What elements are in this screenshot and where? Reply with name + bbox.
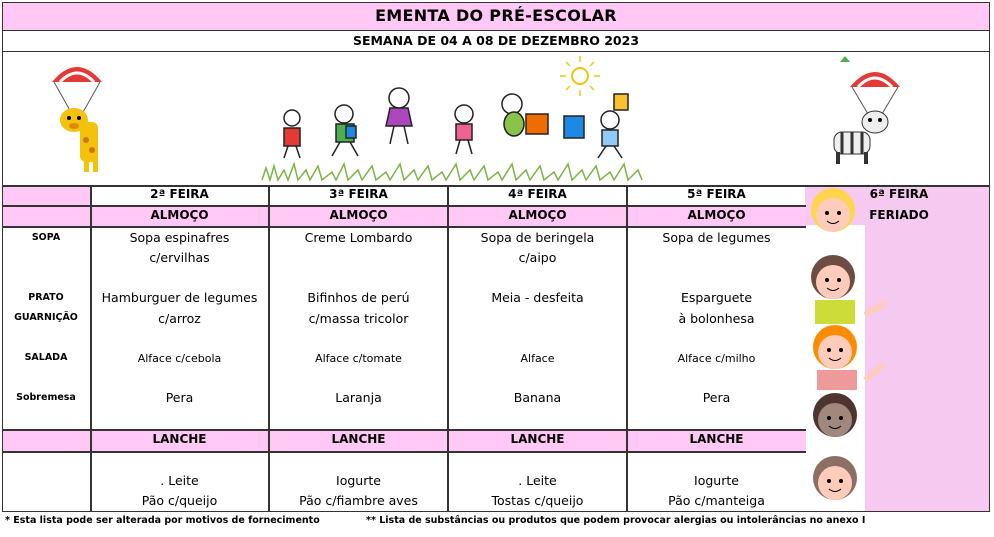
day-header-monday: 2ª FEIRA: [150, 187, 209, 201]
monday-sopa-line2: c/ervilhas: [149, 250, 210, 265]
wednesday-lanche-line2: Tostas c/queijo: [491, 493, 584, 508]
row-label-guarnicao: GUARNIÇÃO: [14, 312, 78, 323]
meal-header-tuesday: ALMOÇO: [329, 208, 388, 222]
wednesday-sobremesa: Banana: [513, 390, 562, 405]
thursday-prato-line1: Esparguete: [680, 290, 753, 305]
menu-title: EMENTA DO PRÉ-ESCOLAR: [2, 2, 990, 31]
thursday-salada: Alface c/milho: [677, 352, 756, 365]
meal-header-wednesday: ALMOÇO: [508, 208, 567, 222]
footnote-allergens: ** Lista de substâncias ou produtos que podem provocar alergias ou intolerâncias no anexo I: [366, 515, 866, 526]
wednesday-prato-line1: Meia - desfeita: [491, 290, 584, 305]
row-label-salada: SALADA: [24, 352, 68, 363]
monday-prato-line2: c/arroz: [158, 311, 201, 326]
day-header-thursday: 5ª FEIRA: [687, 187, 746, 201]
monday-prato-line1: Hamburguer de legumes: [101, 290, 258, 305]
wednesday-salada: Alface: [520, 352, 555, 365]
thursday-lanche-line2: Pão c/manteiga: [668, 493, 765, 508]
wednesday-sopa-line1: Sopa de beringela: [480, 230, 595, 245]
table-frame: [2, 2, 990, 512]
monday-lanche-line1: . Leite: [160, 473, 199, 488]
row-label-sobremesa: Sobremesa: [16, 392, 76, 403]
tuesday-lanche-line1: Iogurte: [336, 473, 381, 488]
week-subtitle: SEMANA DE 04 A 08 DE DEZEMBRO 2023: [2, 31, 990, 52]
friday-holiday-label: FERIADO: [869, 208, 929, 222]
day-header-friday: 6ª FEIRA: [869, 187, 929, 201]
tuesday-lanche-line2: Pão c/fiambre aves: [299, 493, 418, 508]
wednesday-lanche-line1: . Leite: [518, 473, 557, 488]
monday-salada: Alface c/cebola: [137, 352, 222, 365]
tuesday-sobremesa: Laranja: [335, 390, 382, 405]
row-label-prato: PRATO: [28, 292, 64, 303]
tuesday-salada: Alface c/tomate: [315, 352, 402, 365]
snack-header-tuesday: LANCHE: [331, 432, 386, 446]
tuesday-sopa-line1: Creme Lombardo: [304, 230, 413, 245]
snack-header-thursday: LANCHE: [689, 432, 744, 446]
day-header-tuesday: 3ª FEIRA: [329, 187, 388, 201]
snack-header-monday: LANCHE: [152, 432, 207, 446]
snack-header-wednesday: LANCHE: [510, 432, 565, 446]
monday-sobremesa: Pera: [165, 390, 194, 405]
meal-header-monday: ALMOÇO: [150, 208, 209, 222]
wednesday-sopa-line2: c/aipo: [518, 250, 557, 265]
thursday-sobremesa: Pera: [702, 390, 731, 405]
day-header-wednesday: 4ª FEIRA: [508, 187, 567, 201]
thursday-sopa-line1: Sopa de legumes: [662, 230, 771, 245]
monday-lanche-line2: Pão c/queijo: [141, 493, 218, 508]
tuesday-prato-line1: Bifinhos de perú: [307, 290, 410, 305]
tuesday-prato-line2: c/massa tricolor: [308, 311, 409, 326]
footnote-supply: * Esta lista pode ser alterada por motivos de fornecimento: [5, 515, 320, 526]
meal-header-thursday: ALMOÇO: [687, 208, 746, 222]
thursday-prato-line2: à bolonhesa: [678, 311, 755, 326]
thursday-lanche-line1: Iogurte: [694, 473, 739, 488]
row-label-sopa: SOPA: [31, 232, 61, 243]
monday-sopa-line1: Sopa espinafres: [129, 230, 230, 245]
